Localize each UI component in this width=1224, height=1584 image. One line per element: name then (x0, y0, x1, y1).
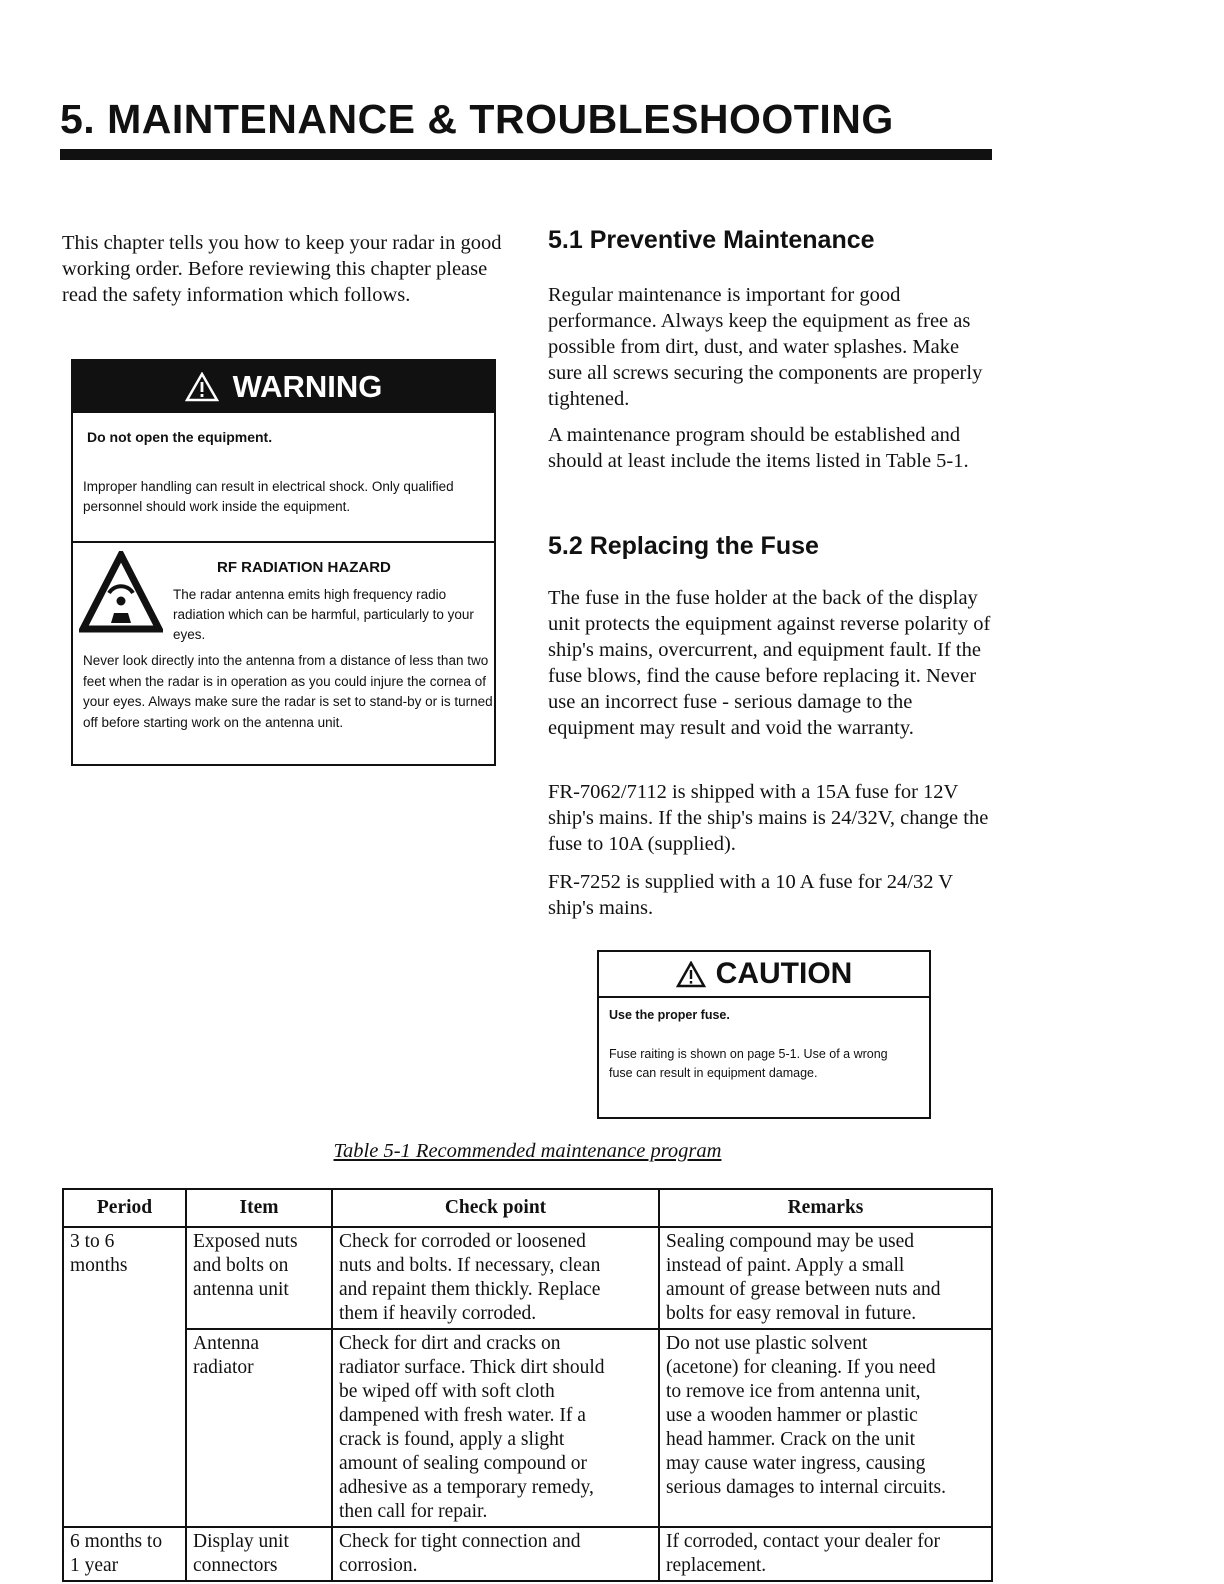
cell-line: to remove ice from antenna unit, (666, 1381, 921, 1402)
caution-text: Fuse raiting is shown on page 5-1. Use of a wrong fuse can result in equipment damage. (609, 1047, 888, 1080)
warning-triangle-icon (185, 372, 219, 402)
chapter-title: 5. MAINTENANCE & TROUBLESHOOTING (60, 96, 894, 142)
remarks-cell (659, 1329, 992, 1527)
maintenance-table (62, 1188, 993, 1582)
remarks-cell (659, 1527, 992, 1581)
warning-box (71, 359, 496, 766)
cell-line: 1 year (70, 1555, 119, 1576)
item-cell (186, 1527, 332, 1581)
cell-line: head hammer. Crack on the unit (666, 1429, 916, 1450)
column-header: Period (63, 1189, 186, 1227)
table-caption: Table 5-1 Recommended maintenance program (333, 1140, 722, 1162)
section-5-2-p3: FR-7252 is supplied with a 10 A fuse for 24/32 V ship's mains. (548, 871, 953, 919)
caution-header-label: CAUTION (715, 957, 853, 990)
warning-divider (73, 541, 494, 543)
warning-header-label: WARNING (232, 369, 383, 404)
table-header-row (63, 1189, 992, 1227)
cell-line: corrosion. (339, 1555, 418, 1576)
radiation-hazard-icon (79, 551, 163, 633)
cell-line: nuts and bolts. If necessary, clean (339, 1255, 601, 1276)
cell-line: 3 to 6 (70, 1231, 115, 1252)
item-cell (186, 1329, 332, 1527)
rf-hazard-title: RF RADIATION HAZARD (217, 559, 391, 576)
cell-line: Check for tight connection and (339, 1531, 581, 1552)
cell-line: months (70, 1255, 128, 1276)
cell-line: and bolts on (193, 1255, 289, 1276)
period-cell (63, 1227, 186, 1329)
cell-line: If corroded, contact your dealer for (666, 1531, 940, 1552)
caution-header (599, 952, 929, 998)
cell-line: antenna unit (193, 1279, 289, 1300)
cell-line: Check for dirt and cracks on (339, 1333, 561, 1354)
cell-line: instead of paint. Apply a small (666, 1255, 905, 1276)
caution-lead: Use the proper fuse. (609, 1008, 730, 1022)
cell-line: amount of sealing compound or (339, 1453, 588, 1474)
period-cell (63, 1329, 186, 1527)
column-header: Remarks (659, 1189, 992, 1227)
chapter-intro: This chapter tells you how to keep your radar in good working order. Before reviewing this chapter please read the safety information which follows. (62, 232, 502, 306)
cell-line: crack is found, apply a slight (339, 1429, 565, 1450)
cell-line: may cause water ingress, causing (666, 1453, 926, 1474)
cell-line: use a wooden hammer or plastic (666, 1405, 918, 1426)
cell-line: and repaint them thickly. Replace (339, 1279, 601, 1300)
title-rule (60, 149, 992, 160)
warning-lead: Do not open the equipment. (87, 429, 273, 445)
cell-line: Exposed nuts (193, 1231, 298, 1252)
cell-line: then call for repair. (339, 1501, 488, 1522)
cell-line: be wiped off with soft cloth (339, 1381, 555, 1402)
cell-line: Antenna (193, 1333, 260, 1354)
heading-5-1: 5.1 Preventive Maintenance (548, 226, 875, 254)
cell-line: amount of grease between nuts and (666, 1279, 941, 1300)
rf-hazard-intro: The radar antenna emits high frequency radio radiation which can be harmful, particularly to your eyes. (173, 587, 474, 642)
cell-line: Display unit (193, 1531, 289, 1552)
table-row (63, 1329, 992, 1527)
column-header: Item (186, 1189, 332, 1227)
check-cell (332, 1329, 659, 1527)
section-5-2-p2: FR-7062/7112 is shipped with a 15A fuse for 12V ship's mains. If the ship's mains is 24/32V, change the fuse to 10A (supplied). (548, 781, 989, 855)
remarks-cell (659, 1227, 992, 1329)
section-5-2-p1: The fuse in the fuse holder at the back of the display unit protects the equipment against reverse polarity of ship's mains, overcurrent, and equipment fault. If the fuse blows, find the cause before replacing it. Never use an incorrect fuse - serious damage to the equipment may result and void the warranty. (548, 587, 991, 739)
heading-5-2: 5.2 Replacing the Fuse (548, 532, 819, 560)
cell-line: bolts for easy removal in future. (666, 1303, 917, 1324)
column-header: Check point (332, 1189, 659, 1227)
rf-hazard-body: Never look directly into the antenna from a distance of less than two feet when the radar is in operation as you could injure the cornea of your eyes. Always make sure the radar is set to stand-by or is turned off before starting work on the antenna unit. (83, 653, 493, 730)
section-5-1-p2: A maintenance program should be established and should at least include the items listed in Table 5-1. (548, 424, 969, 472)
cell-line: Check for corroded or loosened (339, 1231, 586, 1252)
cell-line: adhesive as a temporary remedy, (339, 1477, 594, 1498)
cell-line: 6 months to (70, 1531, 163, 1552)
cell-line: radiator (193, 1357, 254, 1378)
caution-box (597, 950, 931, 1119)
section-5-1-p1: Regular maintenance is important for good performance. Always keep the equipment as free as possible from dirt, dust, and water splashes. Make sure all screws securing the components are properly tightened. (548, 284, 983, 410)
period-cell (63, 1527, 186, 1581)
cell-line: Do not use plastic solvent (666, 1333, 868, 1354)
warning-text: Improper handling can result in electrical shock. Only qualified personnel should work inside the equipment. (83, 479, 454, 514)
cell-line: Sealing compound may be used (666, 1231, 915, 1252)
check-cell (332, 1527, 659, 1581)
cell-line: dampened with fresh water. If a (339, 1405, 586, 1426)
check-cell (332, 1227, 659, 1329)
cell-line: (acetone) for cleaning. If you need (666, 1357, 936, 1378)
cell-line: connectors (193, 1555, 278, 1576)
cell-line: serious damages to internal circuits. (666, 1477, 946, 1498)
cell-line: radiator surface. Thick dirt should (339, 1357, 605, 1378)
warning-header (73, 361, 494, 413)
item-cell (186, 1227, 332, 1329)
table-row (63, 1227, 992, 1329)
table-row (63, 1527, 992, 1581)
cell-line: them if heavily corroded. (339, 1303, 537, 1324)
cell-line: replacement. (666, 1555, 767, 1576)
caution-triangle-icon (676, 961, 706, 988)
